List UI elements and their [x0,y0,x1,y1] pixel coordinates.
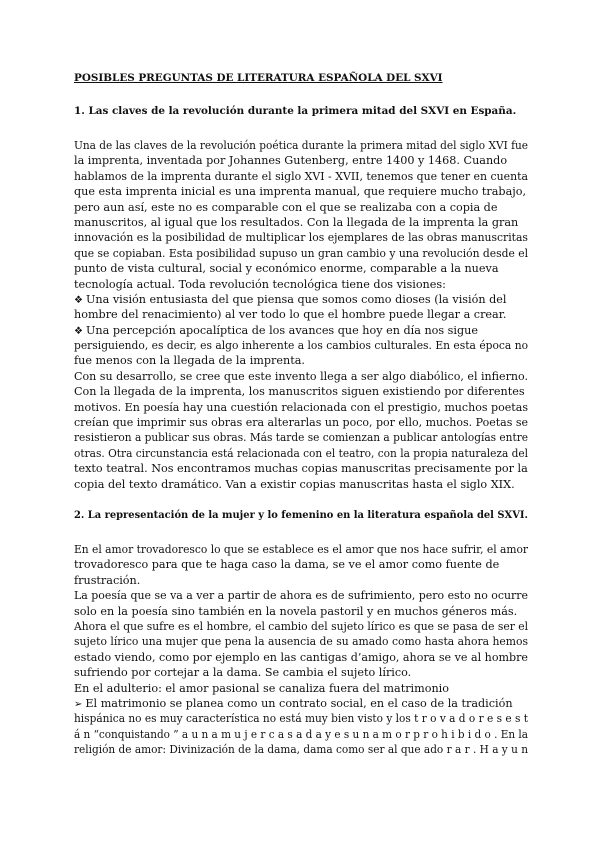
paragraph-line: En el adulterio: el amor pasional se canaliza fuera del matrimonio [74,681,449,695]
paragraph-line: innovación es la posibilidad de multiplicar los ejemplares de las obras manuscritas [74,231,528,245]
section-2-heading: 2. La representación de la mujer y lo femenino en la literatura española del SXVI. [74,508,528,521]
paragraph-line: á n “conquistando ” a u n a m u j e r c a s a d a y e s u n a m o r p r o h i b i d o . En la [74,727,528,741]
paragraph-line: frustración. [74,573,141,587]
bullet-item [74,323,528,338]
paragraph-line: La poesía que se va a ver a partir de ahora es de sufrimiento, pero esto no ocurre [74,589,528,603]
paragraph-line: pero aun así, este no es comparable con el que se realizaba con a copia de [74,200,498,214]
paragraph-line: estado viendo, como por ejemplo en las cantigas d’amigo, ahora se ve al hombre [74,650,529,664]
section-spacer [74,492,528,509]
paragraph-line: Una de las claves de la revolución poética durante la primera mitad del siglo XVI fue [74,139,528,152]
bullet-text: Una percepción apocalíptica de los avances que hoy en día nos sigue [85,323,478,337]
section-1-heading: 1. Las claves de la revolución durante la primera mitad del SXVI en España. [74,105,517,117]
bullet-text: El matrimonio se planea como un contrato social, en el caso de la tradición [85,696,513,710]
bullet-text: Una visión entusiasta del que piensa que somos como dioses (la visión del [85,292,507,306]
bullet-continuation: fue menos con la llegada de la imprenta. [74,354,305,368]
paragraph-line: punto de vista cultural, social y económico enorme, comparable a la nueva [74,262,499,276]
paragraph-line: tecnología actual. Toda revolución tecnológica tiene dos visiones: [74,277,446,291]
paragraph-line: hispánica no es muy característica no está muy bien visto y los t r o v a d o r e s e s t [74,712,528,726]
arrow-bullet-item [74,696,528,711]
paragraph-line: hablamos de la imprenta durante el siglo XVI - XVII, tenemos que tener en cuenta [74,169,528,183]
paragraph-line: resistieron a publicar sus obras. Más tarde se comienzan a publicar antologías entre [74,431,528,445]
paragraph-line: Con su desarrollo, se cree que este invento llega a ser algo diabólico, el infierno. [74,369,529,383]
diamond-bullet-icon: ❖ [74,325,83,337]
section-1-body [74,138,528,492]
paragraph-line: la imprenta, inventada por Johannes Gutenberg, entre 1400 y 1468. Cuando [74,154,508,168]
bullet-continuation: persiguiendo, es decir, es algo inherente a los cambios culturales. En esta época no [74,339,529,353]
paragraph-line: manuscritos, al igual que los resultados. Con la llegada de la imprenta la gran [74,215,519,229]
paragraph-line: solo en la poesía sino también en la novela pastoril y en muchos géneros más. [74,604,518,618]
paragraph-line: trovadoresco para que te haga caso la dama, se ve el amor como fuente de [74,558,500,572]
paragraph-line: sufriendo por cortejar a la dama. Se cambia el sujeto lírico. [74,666,412,680]
bullet-item [74,292,528,307]
paragraph-line: religión de amor: Divinización de la dama, dama como ser al que ado r a r . H a y u n [74,743,528,757]
paragraph-line: Ahora el que sufre es el hombre, el cambio del sujeto lírico es que se pasa de ser el [74,619,529,633]
paragraph-line: copia del texto dramático. Van a existir copias manuscritas hasta el siglo XIX. [74,477,515,491]
paragraph-line: sujeto lírico una mujer que pena la ausencia de su amado como hasta ahora hemos [74,635,529,649]
paragraph-line: otras. Otra circunstancia está relacionada con el teatro, con la propia naturaleza del [74,446,529,460]
paragraph-line: Con la llegada de la imprenta, los manuscritos siguen existiendo por diferentes [74,385,525,399]
arrowhead-bullet-icon: ➢ [74,698,83,710]
paragraph-line: motivos. En poesía hay una cuestión relacionada con el prestigio, muchos poetas [74,400,528,414]
paragraph-line: que se copiaban. Esta posibilidad supuso un gran cambio y una revolución desde el [74,246,529,260]
paragraph-line: que esta imprenta inicial es una imprenta manual, que requiere mucho trabajo, [74,185,527,199]
bullet-continuation: hombre del renacimiento) al ver todo lo que el hombre puede llegar a crear. [74,308,507,322]
paragraph-line: texto teatral. Nos encontramos muchas copias manuscritas precisamente por la [74,462,528,476]
paragraph-line: creían que imprimir sus obras era alterarlas un poco, por ello, muchos. Poetas se [74,416,529,430]
diamond-bullet-icon: ❖ [74,294,83,306]
section-2-body [74,542,528,757]
paragraph-line: En el amor trovadoresco lo que se establece es el amor que nos hace sufrir, el amor [74,542,529,556]
document-title: POSIBLES PREGUNTAS DE LITERATURA ESPAÑOLA DEL SXVI [74,72,443,84]
